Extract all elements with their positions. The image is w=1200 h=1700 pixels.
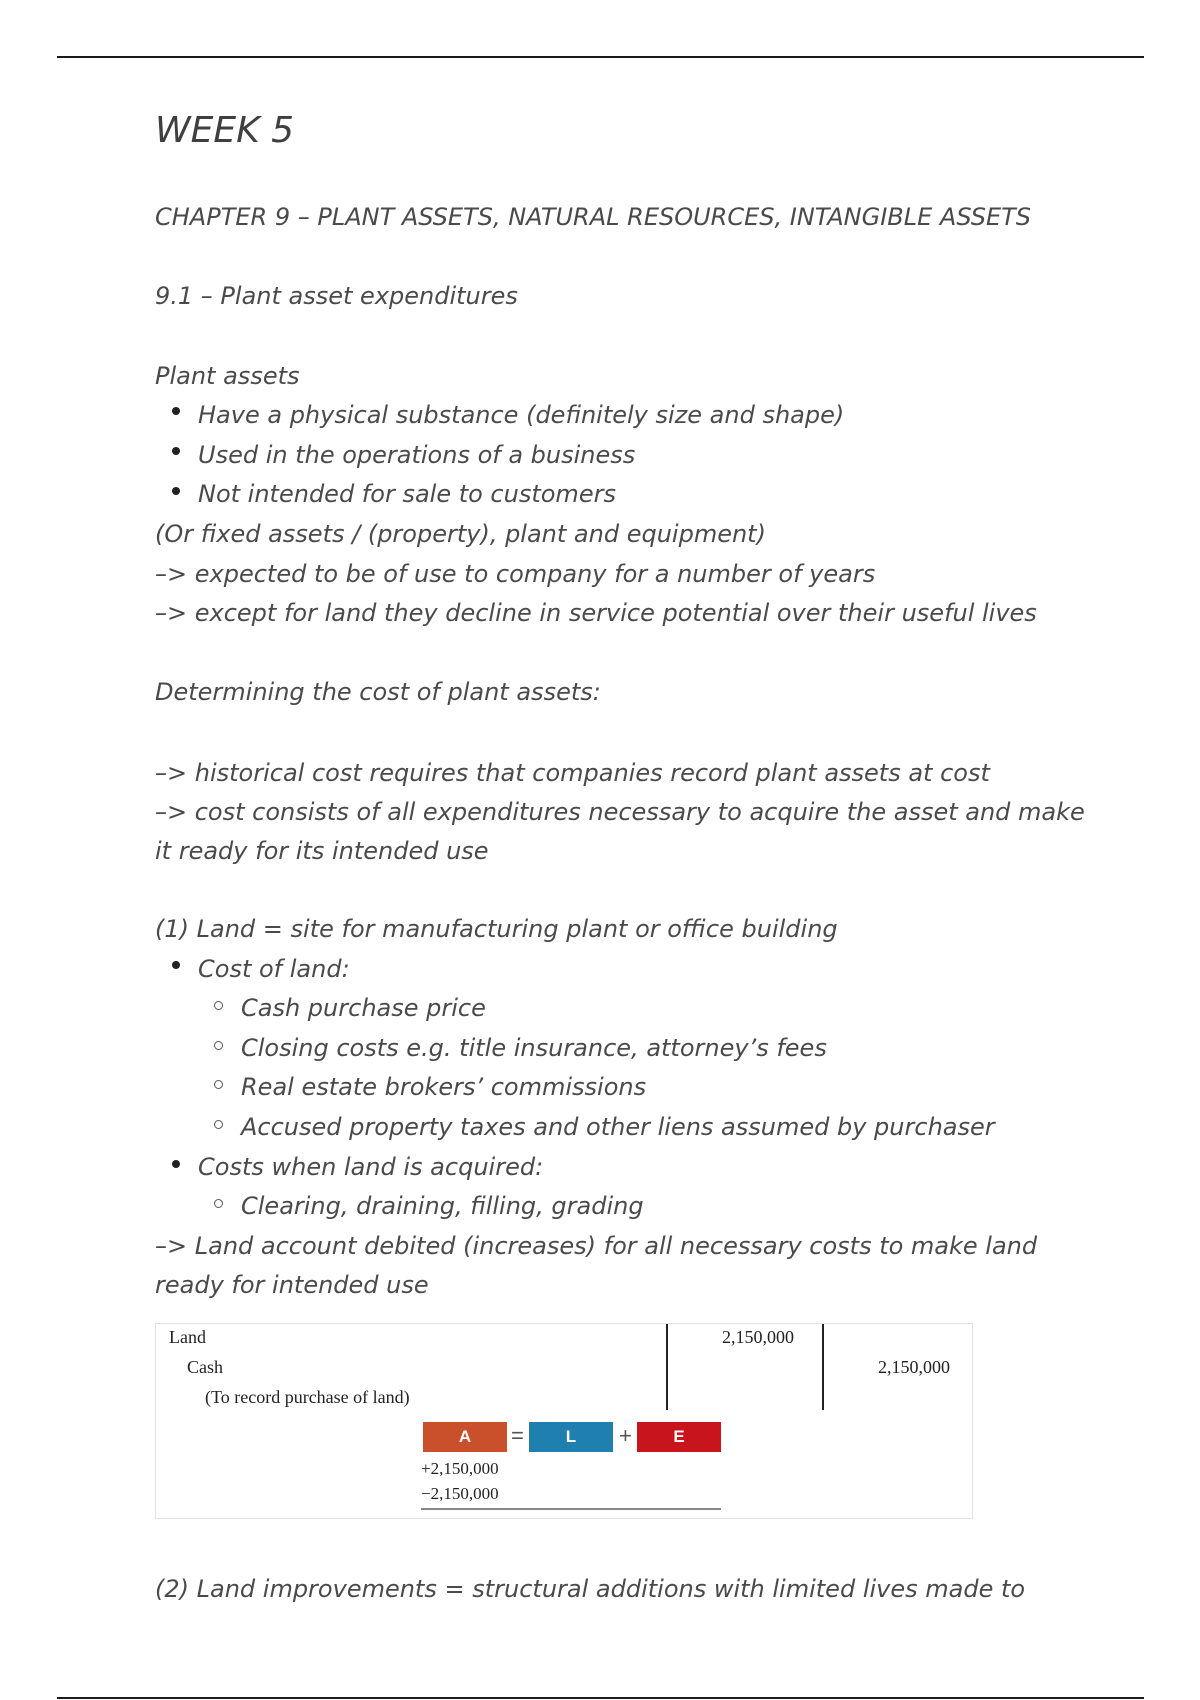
sub-list-item: Real estate brokers’ commissions — [241, 1073, 647, 1101]
sub-list-item: Cash purchase price — [241, 994, 486, 1022]
debit-amount: 2,150,000 — [722, 1327, 794, 1347]
credit-amount: 2,150,000 — [878, 1357, 950, 1377]
sub-bullet-circle — [214, 1120, 223, 1129]
list-item: Not intended for sale to customers — [198, 480, 616, 508]
bullet-dot — [172, 961, 180, 969]
conclusion-line: –> Land account debited (increases) for all necessary costs to make land — [155, 1232, 1038, 1260]
bullet-dot — [172, 407, 180, 415]
section-title: 9.1 – Plant asset expenditures — [155, 282, 518, 310]
plant-assets-heading: Plant assets — [155, 362, 300, 390]
conclusion-line: ready for intended use — [155, 1271, 429, 1299]
cost-heading: Determining the cost of plant assets: — [155, 678, 601, 706]
land-heading: (1) Land = site for manufacturing plant or office building — [155, 915, 838, 943]
week-title: WEEK 5 — [155, 110, 295, 151]
equation-underline — [421, 1508, 721, 1510]
column-divider — [666, 1324, 668, 1410]
equity-box: E — [637, 1422, 721, 1452]
improvements-heading: (2) Land improvements = structural additions with limited lives made to — [155, 1575, 1026, 1603]
credit-account: Cash — [187, 1357, 223, 1377]
note-line: –> except for land they decline in service potential over their useful lives — [155, 599, 1037, 627]
bullet-dot — [172, 1160, 180, 1168]
assets-box: A — [423, 1422, 507, 1452]
note-line: –> expected to be of use to company for a number of years — [155, 560, 876, 588]
journal-memo: (To record purchase of land) — [205, 1387, 410, 1407]
cost-line: –> historical cost requires that companies record plant assets at cost — [155, 759, 990, 787]
journal-entry-figure — [155, 1323, 973, 1519]
cost-line: –> cost consists of all expenditures necessary to acquire the asset and make — [155, 798, 1085, 826]
top-rule — [57, 56, 1144, 58]
bottom-rule — [57, 1697, 1144, 1699]
list-item: Costs when land is acquired: — [198, 1153, 544, 1181]
list-item: Have a physical substance (definitely size and shape) — [198, 401, 845, 429]
debit-account: Land — [169, 1327, 206, 1347]
sub-list-item: Closing costs e.g. title insurance, attorney’s fees — [241, 1034, 827, 1062]
assets-decrease: −2,150,000 — [421, 1484, 499, 1503]
sub-list-item: Clearing, draining, filling, grading — [241, 1192, 644, 1220]
liabilities-box: L — [529, 1422, 613, 1452]
bullet-dot — [172, 487, 180, 495]
note-line: (Or fixed assets / (property), plant and equipment) — [155, 520, 766, 548]
plus-sign: + — [619, 1423, 632, 1448]
sub-bullet-circle — [214, 1199, 223, 1208]
sub-list-item: Accused property taxes and other liens assumed by purchaser — [241, 1113, 995, 1141]
column-divider — [822, 1324, 824, 1410]
sub-bullet-circle — [214, 1001, 223, 1010]
sub-bullet-circle — [214, 1080, 223, 1089]
assets-increase: +2,150,000 — [421, 1459, 499, 1478]
sub-bullet-circle — [214, 1041, 223, 1050]
list-item: Used in the operations of a business — [198, 441, 636, 469]
bullet-dot — [172, 447, 180, 455]
chapter-title: CHAPTER 9 – PLANT ASSETS, NATURAL RESOURCES, INTANGIBLE ASSETS — [155, 203, 1032, 231]
cost-line: it ready for its intended use — [155, 837, 489, 865]
equals-sign: = — [511, 1423, 524, 1448]
list-item: Cost of land: — [198, 955, 350, 983]
